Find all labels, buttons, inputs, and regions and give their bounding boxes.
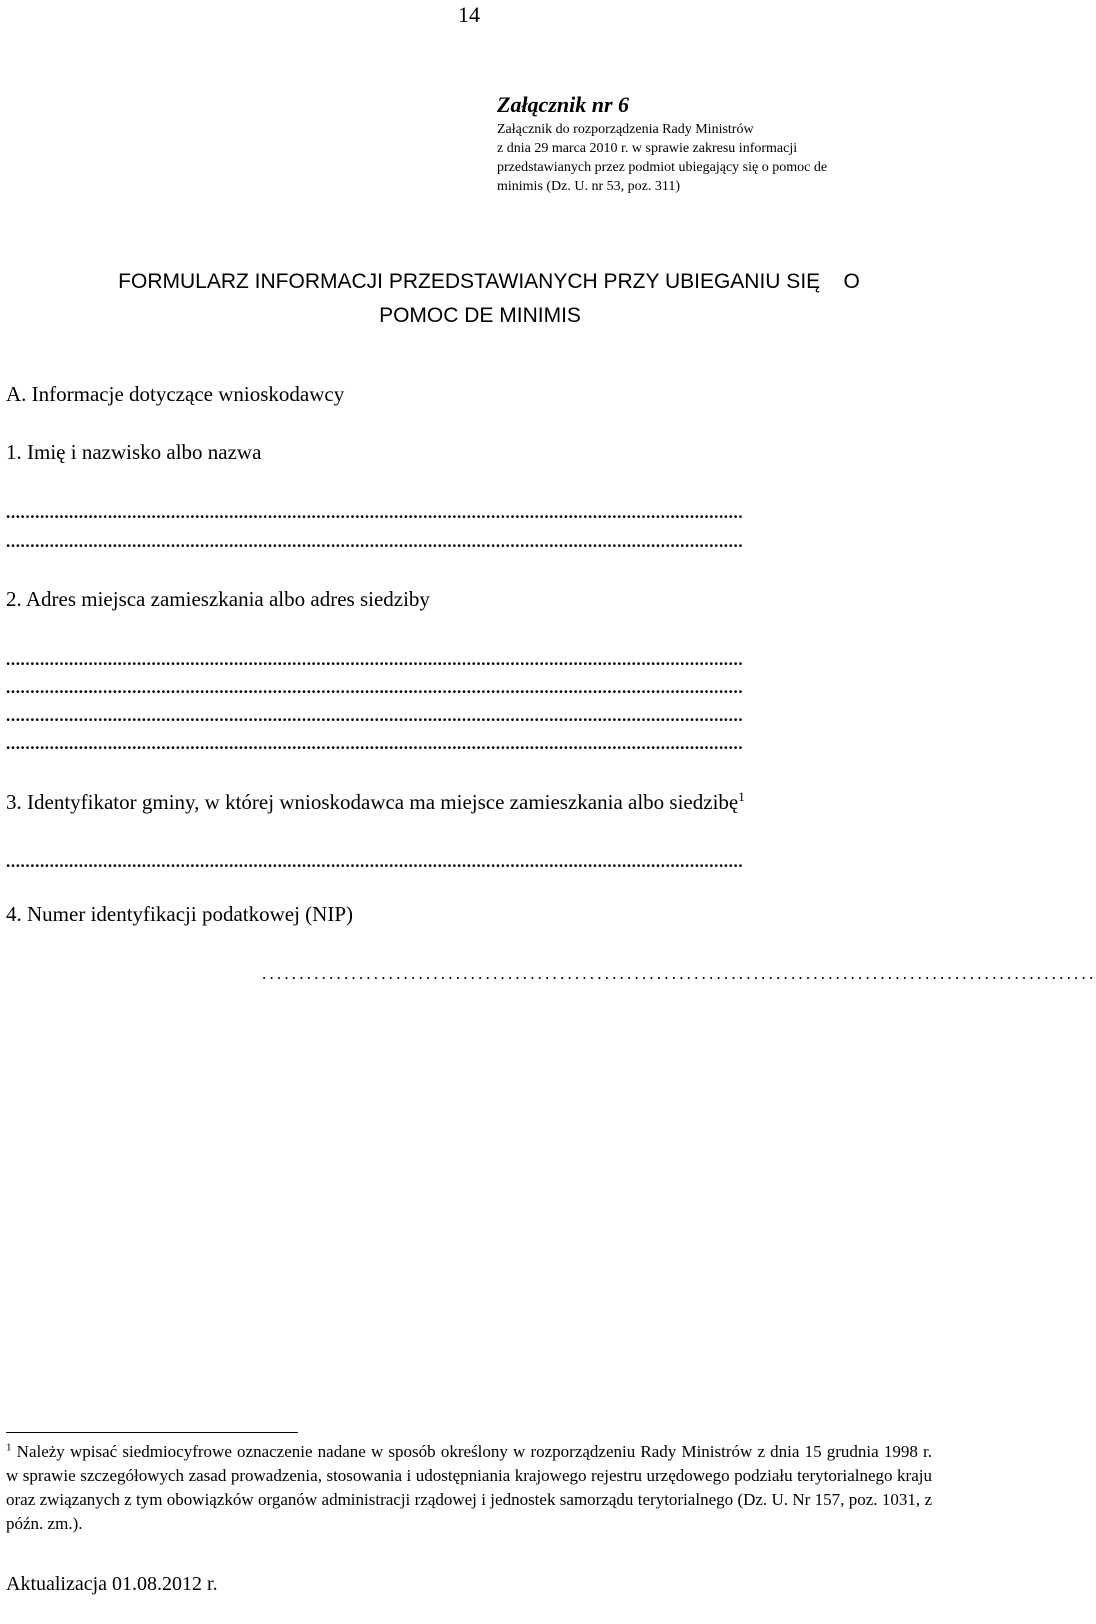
footnote <box>6 1440 932 1536</box>
annex-line: z dnia 29 marca 2010 r. w sprawie zakresu informacji <box>497 141 798 156</box>
section-a-heading: A. Informacje dotyczące wnioskodawcy <box>6 382 345 406</box>
footnote-text: Należy wpisać siedmiocyfrowe oznaczenie nadane w sposób określony w rozporządzeniu Rady Ministrów z dnia 15 grudnia 1998 r. w sprawie szczegółowych zasad prowadzenia, stosowania i udostępniania krajowego rejestru urzędowego podziału terytorialnego kraju oraz związanych z tym obowiązków organów administracji rządowej i jednostek samorządu terytorialnego (Dz. U. Nr 157, poz. 1031, z późn. zm.). <box>6 1442 932 1533</box>
annex-line: Załącznik do rozporządzenia Rady Ministrów <box>497 122 754 137</box>
update-note: Aktualizacja 01.08.2012 r. <box>6 1573 218 1595</box>
nip-field-label: 4. Numer identyfikacji podatkowej (NIP) <box>6 902 353 926</box>
name-fill-line[interactable]: ........................................................................................................................................................ <box>6 503 744 522</box>
address-field-label: 2. Adres miejsca zamieszkania albo adres siedziby <box>6 587 430 611</box>
address-fill-line[interactable]: ........................................................................................................................................................ <box>6 734 744 753</box>
annex-title: Załącznik nr 6 <box>497 92 630 117</box>
form-title-line-1: FORMULARZ INFORMACJI PRZEDSTAWIANYCH PRZY UBIEGANIU SIĘ O <box>118 270 860 293</box>
footnote-separator <box>6 1432 298 1433</box>
name-field-label: 1. Imię i nazwisko albo nazwa <box>6 440 262 464</box>
page-number: 14 <box>458 2 480 27</box>
annex-line: przedstawianych przez podmiot ubiegający się o pomoc de <box>497 160 828 175</box>
footnote-ref-marker: 1 <box>738 789 745 804</box>
address-fill-line[interactable]: ........................................................................................................................................................ <box>6 706 744 725</box>
gmina-label-text: 3. Identyfikator gminy, w której wnioskodawca ma miejsce zamieszkania albo siedzibę <box>6 790 739 814</box>
annex-line: minimis (Dz. U. nr 53, poz. 311) <box>497 179 681 194</box>
footnote-marker: 1 <box>6 1441 12 1454</box>
gmina-fill-line[interactable]: ........................................................................................................................................................ <box>6 852 744 871</box>
name-fill-line[interactable]: ........................................................................................................................................................ <box>6 532 744 551</box>
nip-fill-line[interactable]: ................................................................................................................ <box>262 964 1096 983</box>
address-fill-line[interactable]: ........................................................................................................................................................ <box>6 650 744 669</box>
address-fill-line[interactable]: ........................................................................................................................................................ <box>6 678 744 697</box>
gmina-field-label <box>6 790 745 815</box>
form-title-line-2: POMOC DE MINIMIS <box>379 304 581 327</box>
